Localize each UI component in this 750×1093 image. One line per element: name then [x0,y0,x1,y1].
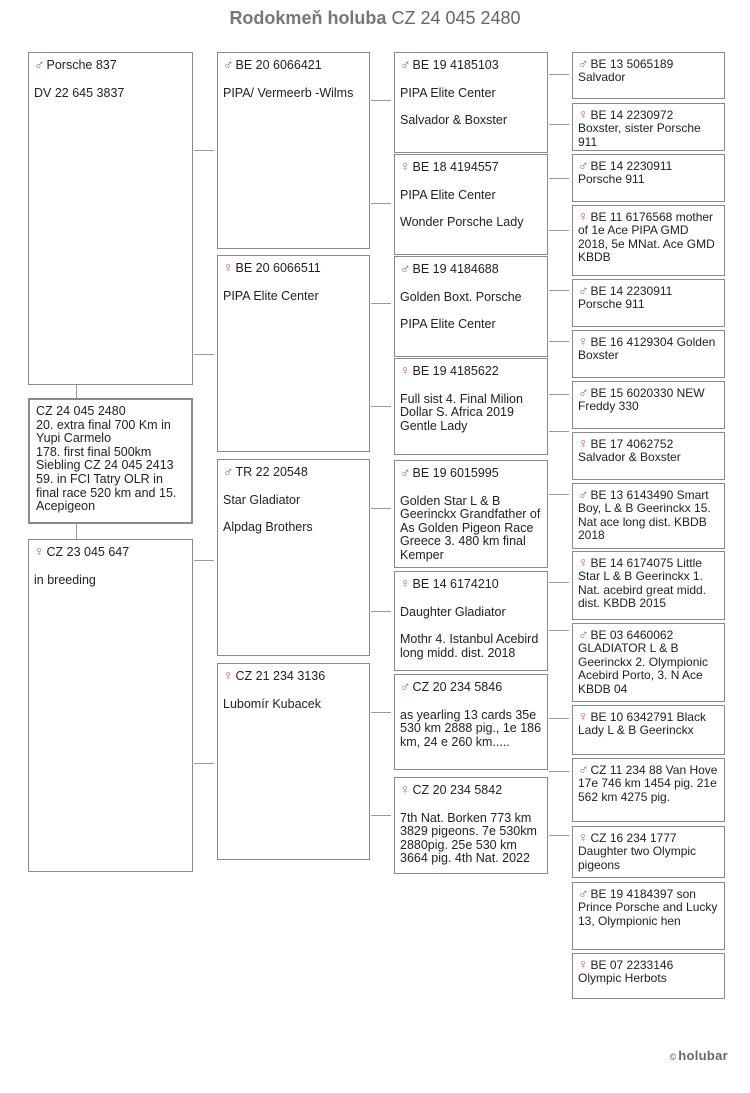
male-symbol-icon: ♂ [400,56,411,72]
great-grandparent-box [394,154,548,255]
connector-line [371,508,391,509]
grandparent-box-ring-text: TR 22 20548 [235,465,308,479]
connector-line [371,611,391,612]
ancestor-box-ring-text: BE 14 2230972 [590,108,674,122]
grandparent-box-text: Star Gladiator [223,492,301,507]
pigeon-text: CZ 24 045 2480 [36,404,126,418]
female-symbol-icon: ♀ [578,333,589,349]
connector-line [194,150,214,151]
ancestor-box-text: Boxster, sister Porsche 911 [578,121,701,149]
parent-box [28,539,193,872]
parent-box [28,52,193,385]
great-grandparent-box-ring [400,58,542,73]
great-grandparent-box-ring [400,262,542,277]
great-grandparent-box-ring [400,160,542,175]
great-grandparent-box-text: Golden Boxt. Porsche [400,289,522,304]
grandparent-box [217,663,370,860]
female-symbol-icon: ♀ [578,208,589,224]
ancestor-box [572,758,725,822]
female-symbol-icon: ♀ [400,158,411,174]
pigeon-text: 178. first final 500km [36,444,152,459]
parent-box-ring [34,545,187,560]
grandparent-box-ring-text: CZ 21 234 3136 [235,669,326,683]
ancestor-box-text: Smart Boy, L & B Geerinckx 15. Nat ace long dist. KBDB 2018 [578,488,711,543]
grandparent-box-ring [223,58,364,73]
great-grandparent-box-ring-text: CZ 20 234 5846 [412,680,503,694]
great-grandparent-box-text: PIPA Elite Center [400,85,496,100]
grandparent-box-ring [223,669,364,684]
female-symbol-icon: ♀ [578,435,589,451]
connector-line [194,763,214,764]
ancestor-box-text: Salvador [578,70,626,85]
grandparent-box-text: PIPA Elite Center [223,288,319,303]
ancestor-box-text: Van Hove 17e 746 km 1454 pig. 21e 562 km 4275 pig. [578,763,718,804]
great-grandparent-box-ring [400,364,542,379]
ancestor-box-text: Porsche 911 [578,297,645,312]
grandparent-box-text: PIPA/ Vermeerb -Wilms [223,85,354,100]
ancestor-box [572,623,725,702]
connector-line [549,771,569,772]
ancestor-box [572,882,725,950]
great-grandparent-box [394,674,548,770]
ancestor-box-text: son Prince Porsche and Lucky 13, Olympionic hen [578,887,718,928]
connector-line [549,582,569,583]
connector-line [76,524,77,539]
parent-box-ring [34,58,187,73]
great-grandparent-box-text: PIPA Elite Center [400,187,496,202]
connector-line [371,100,391,101]
ancestor-box-text: Daughter two Olympic pigeons [578,844,697,872]
female-symbol-icon: ♀ [400,575,411,591]
male-symbol-icon: ♂ [578,282,589,298]
great-grandparent-box-ring-text: BE 19 4185622 [412,364,499,378]
ancestor-box [572,705,725,755]
ancestor-box-text: Porsche 911 [578,172,645,187]
great-grandparent-box [394,358,548,455]
great-grandparent-box-ring-text: BE 19 6015995 [412,466,499,480]
page-title [0,8,750,29]
ancestor-box [572,279,725,327]
great-grandparent-box-ring-text: BE 19 4185103 [412,58,499,72]
ancestor-box [572,483,725,549]
connector-line [194,560,214,561]
ancestor-box-ring-text: CZ 11 234 88 [590,763,663,777]
ancestor-box-text: GLADIATOR L & B Geerinckx 2. Olympionic Acebird Porto, 3. N Ace KBDB 04 [578,641,709,696]
male-symbol-icon: ♂ [578,384,589,400]
ancestor-box-text: Black Lady L & B Geerinckx [578,710,706,738]
ancestor-box [572,381,725,429]
ancestor-box-ring-text: BE 07 2233146 [590,958,674,972]
connector-line [371,303,391,304]
connector-line [549,630,569,631]
great-grandparent-box-text: PIPA Elite Center [400,317,496,332]
connector-line [549,394,569,395]
male-symbol-icon: ♂ [578,55,589,71]
connector-line [549,341,569,342]
grandparent-box-ring [223,465,364,480]
female-symbol-icon: ♀ [400,781,411,797]
ancestor-box-text: Olympic Herbots [578,971,667,986]
ancestor-box-text: NEW Freddy 330 [578,386,705,414]
ancestor-box-ring-text: BE 10 6342791 [590,710,674,724]
great-grandparent-box [394,777,548,874]
male-symbol-icon: ♂ [34,56,45,72]
title-ring: CZ 24 045 2480 [391,8,521,28]
male-symbol-icon: ♂ [400,464,411,480]
great-grandparent-box [394,460,548,568]
great-grandparent-box-ring [400,466,542,481]
grandparent-box [217,459,370,656]
great-grandparent-box-text: Daughter Gladiator [400,604,506,619]
ancestor-box-ring-text: BE 14 2230911 [590,284,673,298]
male-symbol-icon: ♂ [578,626,589,642]
connector-line [549,290,569,291]
female-symbol-icon: ♀ [578,554,589,570]
connector-line [371,406,391,407]
connector-line [549,494,569,495]
male-symbol-icon: ♂ [578,761,589,777]
male-symbol-icon: ♂ [578,885,589,901]
ancestor-box [572,205,725,276]
grandparent-box-ring-text: BE 20 6066511 [235,261,321,275]
great-grandparent-box-ring [400,577,542,592]
ancestor-box [572,953,725,999]
pigeon-box [28,398,193,524]
ancestor-box-text: Salvador & Boxster [578,450,681,465]
grandparent-box-ring-text: BE 20 6066421 [235,58,322,72]
parent-box-text: in breeding [34,572,96,587]
great-grandparent-box-ring-text: CZ 20 234 5842 [412,783,503,797]
ancestor-box-ring-text: BE 19 4184397 [590,887,674,901]
ancestor-box-ring-text: BE 17 4062752 [590,437,674,451]
male-symbol-icon: ♂ [223,56,234,72]
female-symbol-icon: ♀ [223,259,234,275]
great-grandparent-box-ring-text: BE 19 4184688 [412,262,499,276]
great-grandparent-box-ring [400,783,542,798]
great-grandparent-box-text: Salvador & Boxster [400,113,507,128]
ancestor-box-text: Little Star L & B Geerinckx 1. Nat. acebird great midd. dist. KBDB 2015 [578,556,707,611]
connector-line [549,124,569,125]
ancestor-box-ring-text: BE 03 6460062 [590,628,674,642]
ancestor-box-ring-text: BE 14 2230911 [590,159,673,173]
female-symbol-icon: ♀ [34,543,45,559]
ancestor-box [572,52,725,99]
ancestor-box-ring-text: BE 13 5065189 [590,57,674,71]
copyright-mark: © [669,1052,677,1062]
connector-line [549,718,569,719]
ancestor-box [572,432,725,480]
grandparent-box-text: Lubomír Kubacek [223,696,321,711]
male-symbol-icon: ♂ [400,678,411,694]
grandparent-box-text: Alpdag Brothers [223,520,313,535]
great-grandparent-box-ring-text: BE 14 6174210 [412,577,499,591]
female-symbol-icon: ♀ [578,106,589,122]
grandparent-box [217,255,370,452]
female-symbol-icon: ♀ [578,956,589,972]
connector-line [549,230,569,231]
female-symbol-icon: ♀ [578,829,589,845]
connector-line [549,178,569,179]
parent-box-ring-text: CZ 23 045 647 [46,545,130,559]
ancestor-box [572,154,725,202]
ancestor-box-ring-text: CZ 16 234 1777 [590,831,677,845]
male-symbol-icon: ♂ [400,260,411,276]
ancestor-box-ring-text: BE 13 6143490 [590,488,674,502]
connector-line [371,815,391,816]
male-symbol-icon: ♂ [578,157,589,173]
parent-box-ring-text: Porsche 837 [46,58,117,72]
great-grandparent-box-text: Full sist 4. Final Milion Dollar S. Africa 2019 Gentle Lady [400,391,523,433]
pigeon-text: 59. in FCI Tatry OLR in final race 520 km and 15. Acepigeon [36,471,177,514]
ancestor-box [572,330,725,378]
connector-line [549,431,569,432]
great-grandparent-box-ring-text: BE 18 4194557 [412,160,499,174]
grandparent-box-ring [223,261,364,276]
connector-line [194,354,214,355]
female-symbol-icon: ♀ [400,362,411,378]
ancestor-box-ring-text: BE 15 6020330 [590,386,674,400]
footer-logo [670,1048,728,1063]
parent-box-text: DV 22 645 3837 [34,85,125,100]
female-symbol-icon: ♀ [578,708,589,724]
connector-line [76,385,77,398]
connector-line [549,74,569,75]
female-symbol-icon: ♀ [223,667,234,683]
great-grandparent-box-text: Golden Star L & B Geerinckx Grandfather of As Golden Pigeon Race Greece 3. 480 km final Kemper [400,493,541,562]
great-grandparent-box-text: Mothr 4. Istanbul Acebird long midd. dist. 2018 [400,632,539,660]
ancestor-box [572,103,725,151]
great-grandparent-box-text: Wonder Porsche Lady [400,215,524,230]
great-grandparent-box [394,52,548,153]
connector-line [371,712,391,713]
ancestor-box [572,826,725,878]
male-symbol-icon: ♂ [223,463,234,479]
ancestor-box-ring-text: BE 14 6174075 [590,556,674,570]
connector-line [371,203,391,204]
great-grandparent-box-text: 7th Nat. Borken 773 km 3829 pigeons. 7e 530km 2880pig. 25e 530 km 3664 pig. 4th Nat. 2022 [400,810,537,866]
title-bold: Rodokmeň holuba [229,8,387,28]
pigeon-text: 20. extra final 700 Km in Yupi Carmelo [36,417,171,446]
brand-logo: holubar [678,1048,728,1063]
great-grandparent-box [394,571,548,671]
connector-line [549,835,569,836]
male-symbol-icon: ♂ [578,486,589,502]
ancestor-box-text: Golden Boxster [578,335,716,363]
ancestor-box-ring-text: BE 11 6176568 [590,210,673,224]
ancestor-box-ring-text: BE 16 4129304 [590,335,674,349]
great-grandparent-box-ring [400,680,542,695]
grandparent-box [217,52,370,249]
pigeon-text: Siebling CZ 24 045 2413 [36,458,174,473]
ancestor-box [572,551,725,620]
great-grandparent-box [394,256,548,357]
great-grandparent-box-text: as yearling 13 cards 35e 530 km 2888 pig., 1e 186 km, 24 e 260 km..... [400,707,542,749]
ancestor-box-text: mother of 1e Ace PIPA GMD 2018, 5e MNat. Ace GMD KBDB [578,210,715,265]
